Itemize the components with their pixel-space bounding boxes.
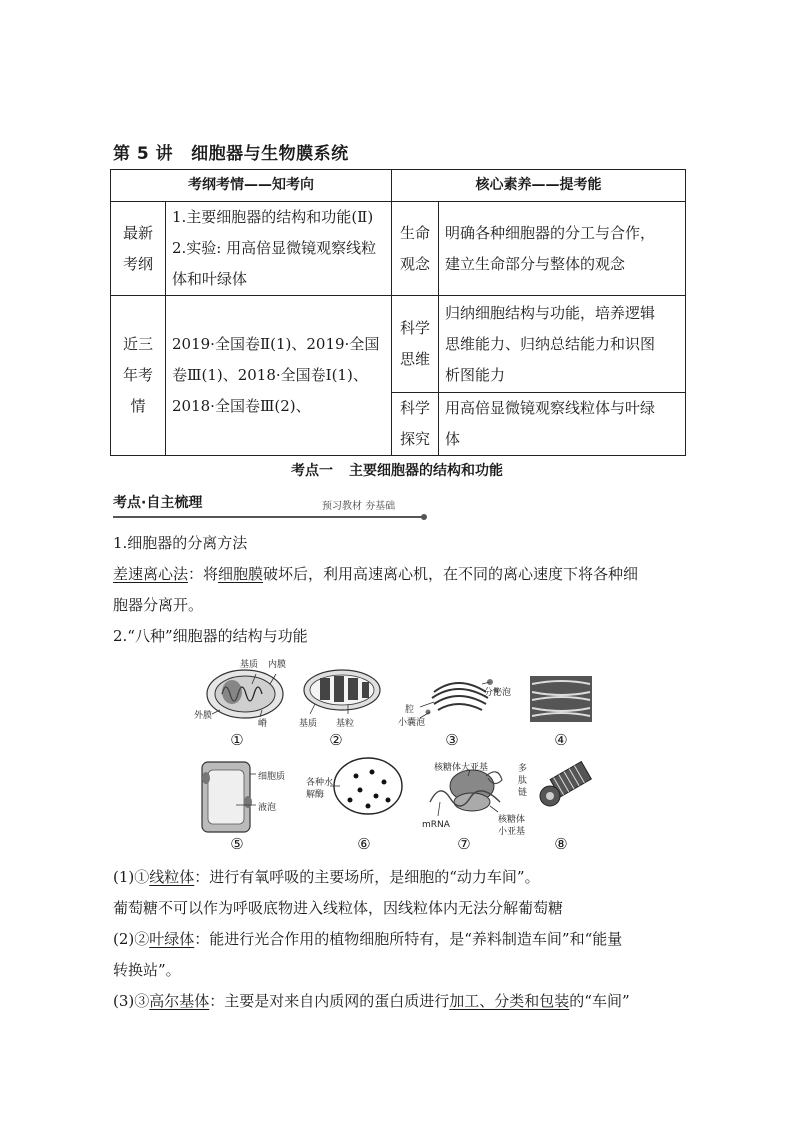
label-polypeptide-2: 肽 bbox=[518, 776, 528, 786]
label-polypeptide-3: 链 bbox=[518, 788, 528, 798]
centrosome-illustration bbox=[540, 762, 591, 806]
figure-number-8: ⑧ bbox=[554, 835, 568, 853]
label-granum: 基粒 bbox=[336, 719, 355, 729]
literacy-scientific-thinking-text: 归纳细胞结构与功能，培养逻辑 思维能力、归纳总结能力和识图 析图能力 bbox=[439, 296, 686, 393]
ribosome-illustration bbox=[430, 770, 502, 811]
figure-number-2: ② bbox=[329, 731, 343, 749]
header-exam-trends: 考纲考情——知考向 bbox=[111, 170, 392, 202]
point-chloroplast-cont: 转换站”。 bbox=[113, 961, 181, 979]
organelles-figure bbox=[190, 652, 610, 860]
literacy-scientific-inquiry-text: 用高倍显微镜观察线粒体与叶绿 体 bbox=[439, 393, 686, 456]
label-secretory-vesicle: 分泌泡 bbox=[484, 688, 512, 698]
label-large-subunit: 核糖体大亚基 bbox=[434, 763, 489, 773]
term-chloroplast: 叶绿体 bbox=[149, 930, 195, 948]
label-hydrolase-2: 解酶 bbox=[306, 790, 325, 800]
label-stroma: 基质 bbox=[299, 719, 318, 729]
lecture-title bbox=[113, 139, 349, 164]
label-small-vesicle: 小囊泡 bbox=[398, 718, 426, 728]
chloroplast-illustration bbox=[304, 670, 380, 710]
term-golgi: 高尔基体 bbox=[149, 992, 210, 1010]
term-differential-centrifugation: 差速离心法 bbox=[113, 565, 189, 583]
subsection-note: 预习教材 夯基础 bbox=[322, 501, 396, 512]
label-hydrolase-1: 各种水 bbox=[306, 778, 334, 788]
figure-number-5: ⑤ bbox=[230, 835, 244, 853]
header-core-literacy: 核心素养——提考能 bbox=[392, 170, 686, 202]
label-inner-membrane: 内膜 bbox=[268, 660, 287, 670]
label-cavity: 腔 bbox=[405, 705, 415, 715]
label-cytoplasm: 细胞质 bbox=[258, 772, 286, 782]
literacy-life-concept-text: 明确各种细胞器的分工与合作， 建立生命部分与整体的观念 bbox=[439, 202, 686, 296]
figure-number-7: ⑦ bbox=[457, 835, 471, 853]
label-outer-membrane: 外膜 bbox=[194, 711, 213, 721]
figure-number-4: ④ bbox=[554, 731, 568, 749]
section-title: 考点一 主要细胞器的结构和功能 bbox=[291, 463, 503, 479]
item1-paragraph: 差速离心法：将细胞膜破坏后，利用高速离心机，在不同的离心速度下将各种细 bbox=[113, 565, 639, 583]
figure-number-3: ③ bbox=[445, 731, 459, 749]
subsection-rule-dot bbox=[421, 514, 427, 520]
term-cell-membrane: 细胞膜 bbox=[218, 565, 264, 583]
point-golgi: (3)③高尔基体：主要是对来自内质网的蛋白质进行加工、分类和包装的“车间” bbox=[113, 992, 630, 1010]
subsection-heading: 考点·自主梳理 bbox=[113, 495, 203, 511]
literacy-life-concept-label: 生命观念 bbox=[392, 202, 439, 296]
row-recent-exams-label: 近三年考情 bbox=[111, 296, 166, 456]
row-latest-syllabus-label: 最新考纲 bbox=[111, 202, 166, 296]
label-matrix: 基质 bbox=[240, 660, 259, 670]
point-mitochondria-note: 葡萄糖不可以作为呼吸底物进入线粒体，因线粒体内无法分解葡萄糖 bbox=[113, 899, 564, 917]
term-mitochondria: 线粒体 bbox=[149, 868, 195, 886]
endoplasmic-reticulum-illustration bbox=[530, 676, 592, 722]
literacy-scientific-inquiry-label: 科学探究 bbox=[392, 393, 439, 456]
lecture-topic: 细胞器与生物膜系统 bbox=[191, 144, 349, 164]
lecture-number: 第 5 讲 bbox=[113, 144, 174, 164]
overview-table bbox=[110, 169, 686, 456]
label-polypeptide-1: 多 bbox=[518, 764, 528, 774]
point-chloroplast: (2)②叶绿体：能进行光合作用的植物细胞所特有，是“养料制造车间”和“能量 bbox=[113, 930, 623, 948]
figure-number-1: ① bbox=[230, 731, 244, 749]
term-processing: 加工、分类和包装 bbox=[449, 992, 570, 1010]
plant-cell-vacuole-illustration bbox=[202, 762, 252, 832]
lysosome-illustration bbox=[334, 758, 402, 814]
figure-number-6: ⑥ bbox=[357, 835, 371, 853]
subsection-rule bbox=[113, 516, 423, 518]
label-vacuole: 液泡 bbox=[258, 803, 277, 813]
item2-heading: 2.“八种”细胞器的结构与功能 bbox=[113, 627, 308, 645]
item1-paragraph-cont: 胞器分离开。 bbox=[113, 596, 204, 614]
label-small-subunit-1: 核糖体 bbox=[498, 815, 526, 825]
item1-heading: 1.细胞器的分离方法 bbox=[113, 534, 248, 552]
row-recent-exams-content: 2019·全国卷Ⅱ(1)、2019·全国 卷Ⅲ(1)、2018·全国卷Ⅰ(1)、 2018·全国卷Ⅲ(2)、 bbox=[166, 296, 392, 456]
row-latest-syllabus-content: 1.主要细胞器的结构和功能(Ⅱ) 2.实验: 用高倍显微镜观察线粒 体和叶绿体 bbox=[166, 202, 392, 296]
label-mrna: mRNA bbox=[422, 820, 450, 830]
point-mitochondria: (1)①线粒体：进行有氧呼吸的主要场所，是细胞的“动力车间”。 bbox=[113, 868, 540, 886]
literacy-scientific-thinking-label: 科学思维 bbox=[392, 296, 439, 393]
label-small-subunit-2: 小亚基 bbox=[498, 827, 526, 837]
label-cristae: 嵴 bbox=[258, 719, 268, 729]
